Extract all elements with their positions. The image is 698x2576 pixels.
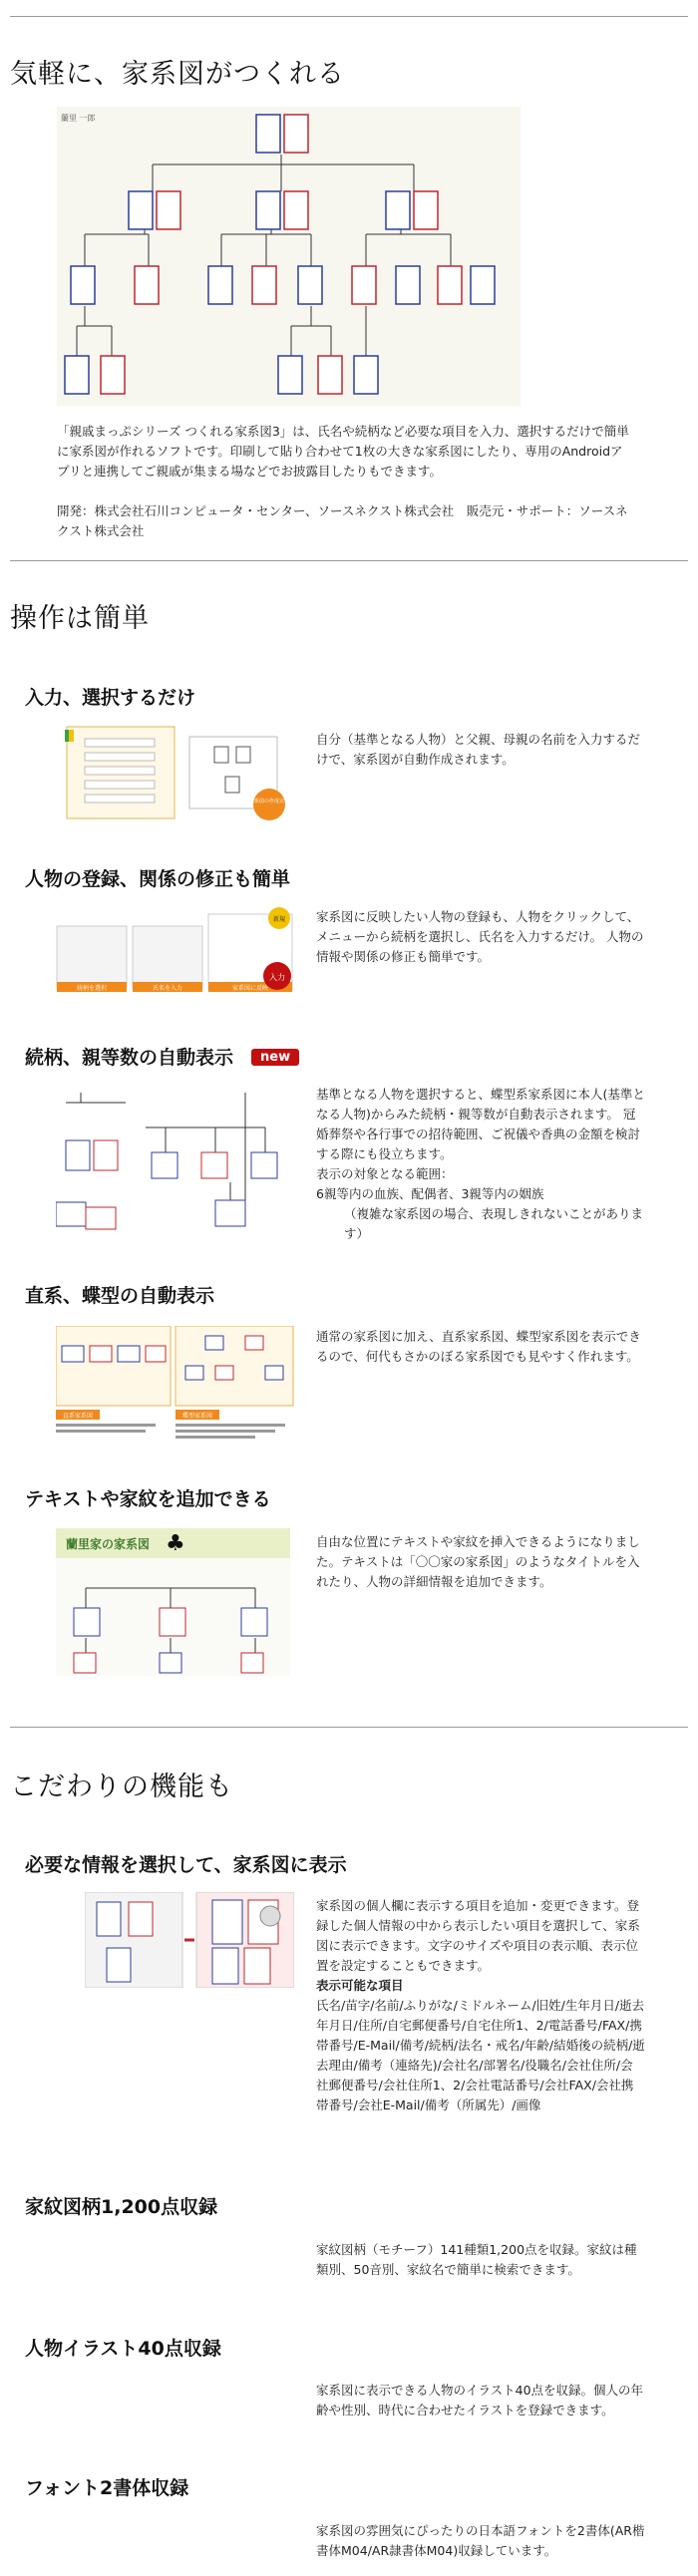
feature-heading-relationship-label: 続柄、親等数の自動表示	[25, 1047, 234, 1069]
person-box	[157, 191, 180, 229]
input-screenshot	[65, 725, 289, 821]
step-caption-2: 氏名を入力	[152, 985, 183, 992]
person-box	[101, 356, 125, 394]
person-box	[256, 115, 280, 153]
badge-new: 新規	[272, 916, 286, 923]
divider	[10, 560, 688, 561]
register-screenshot	[55, 906, 294, 1001]
person-box	[396, 266, 420, 304]
person-box	[135, 266, 159, 304]
display-items-desc: 家系図の個人欄に表示する項目を追加・変更できます。登録した個人情報の中から表示したい項目を選択して、家系図に表示できます。文字のサイズや項目の表示順、表示位置を設定することもできます。	[316, 1898, 640, 1973]
butterfly-title: 蝶型家系図	[181, 1413, 213, 1420]
person-box	[278, 356, 302, 394]
person-box	[354, 356, 378, 394]
feature-text-relationship	[316, 1085, 645, 1244]
person-box	[256, 191, 280, 229]
person-box	[284, 191, 308, 229]
title-banner: 蘭里家の家系図	[66, 1537, 151, 1551]
person-box	[298, 266, 322, 304]
new-badge: new	[251, 1049, 299, 1066]
feature-heading-display-items: 必要な情報を選択して、家系図に表示	[25, 1854, 347, 1876]
person-box	[352, 266, 376, 304]
feature-heading-crests: 家紋図柄1,200点収録	[25, 2196, 218, 2218]
step-caption-1: 続柄を選択	[76, 985, 108, 992]
feature-text-lineage: 通常の家系図に加え、直系家系図、蝶型家系図を表示できるので、何代もさかのぼる家系図でも見やすく作れます。	[316, 1329, 641, 1364]
person-box	[438, 266, 462, 304]
family-tree-chart	[57, 107, 521, 406]
person-box	[284, 115, 308, 153]
person-box	[65, 356, 89, 394]
relationship-desc: 基準となる人物を選択すると、蝶型系家系図に本人(基準となる人物)からみた続柄・親等数が自動表示されます。 冠婚葬祭や各行事での招待範囲、ご祝儀や香典の金額を検討する際にも役立ちます。	[316, 1087, 645, 1161]
section-title-simple: 操作は簡単	[10, 603, 150, 634]
feature-text-crests: 家紋図柄（モチーフ）141種類1,200点を収録。家紋は種類別、50音別、家紋名で簡単に検索できます。	[316, 2242, 637, 2277]
portrait-icon	[260, 1906, 280, 1926]
feature-text-register: 家系図に反映したい人物の登録も、人物をクリックして、メニューから続柄を選択し、氏名を入力するだけ。 人物の情報や関係の修正も簡単です。	[316, 909, 644, 964]
person-box	[414, 191, 438, 229]
person-box	[386, 191, 410, 229]
feature-heading-register: 人物の登録、関係の修正も簡単	[25, 868, 291, 890]
display-items-screenshot	[85, 1892, 294, 1988]
s1-developer: 開発：株式会社石川コンピュータ・センター、ソースネクスト株式会社 販売元・サポート：ソースネクスト株式会社	[57, 503, 628, 538]
feature-text-fonts: 家系図の雰囲気にぴったりの日本語フォントを2書体(AR楷書体M04/AR隷書体M04)収録しています。	[316, 2523, 645, 2558]
s1-description: 「親戚まっぷシリーズ つくれる家系図3」は、氏名や続柄など必要な項目を入力、選択するだけで簡単に家系図が作れるソフトです。印刷して貼り合わせて1枚の大きな家系図にしたり、専用のAndroidアプリと連携してご親戚が集まる場などでお披露目したりもできます。	[57, 424, 629, 479]
feature-heading-lineage: 直系、蝶型の自動表示	[25, 1285, 215, 1307]
section-title-easy: 気軽に、家系図がつくれる	[10, 59, 345, 90]
relationship-range: 6親等内の血族、配偶者、3親等内の姻族	[316, 1186, 544, 1201]
direct-lineage-title: 直系家系図	[62, 1413, 94, 1420]
feature-text-display-items	[316, 1896, 645, 2115]
display-items-list: 氏名/苗字/名前/ふりがな/ミドルネーム/旧姓/生年月日/逝去年月日/住所/自宅郵便番号/自宅住所1、2/電話番号/FAX/携帯番号/E-Mail/備考/続柄/法名・戒名/年齢/結婚後の続柄/逝去理由/備考（連絡先)/会社名/部署名/役職名/会社住所/会社郵便番号/会社住所1、2/会社電話番号/会社FAX/会社携帯番号/会社E-Mail/備考（所属先）/画像	[316, 1998, 645, 2112]
tree-label: 蘭里 一郎	[61, 114, 96, 123]
person-box	[252, 266, 276, 304]
feature-heading-fonts: フォント2書体収録	[25, 2477, 189, 2499]
relationship-note: （複雑な家系図の場合、表現しきれないことがあります）	[344, 1206, 644, 1241]
feature-text-input: 自分（基準となる人物）と父親、母親の名前を入力するだけで、家系図が自動作成されます。	[316, 732, 641, 767]
feature-heading-illustrations: 人物イラスト40点収録	[25, 2338, 221, 2360]
person-box	[471, 266, 495, 304]
family-crest-icon: ♣	[166, 1531, 185, 1556]
person-box	[71, 266, 95, 304]
family-tree-screenshot	[57, 107, 521, 406]
feature-heading-text-crest: テキストや家紋を追加できる	[25, 1488, 271, 1510]
person-box	[318, 356, 342, 394]
feature-text-text-crest: 自由な位置にテキストや家紋を挿入できるようになりました。テキストは「〇〇家の家系図」のようなタイトルを入れたり、人物の詳細情報を追加できます。	[316, 1534, 640, 1589]
display-items-label: 表示可能な項目	[316, 1978, 404, 1993]
completion-label: 家系図の作成完了	[248, 799, 289, 805]
person-box	[129, 191, 153, 229]
lineage-screenshot	[56, 1326, 295, 1441]
section-title-special: こだわりの機能も	[10, 1771, 233, 1802]
feature-heading-input: 入力、選択するだけ	[25, 687, 196, 709]
step-caption-3: 家系図に反映	[231, 985, 269, 992]
feature-heading-relationship	[25, 1043, 299, 1070]
text-crest-screenshot	[56, 1528, 290, 1676]
feature-text-illustrations: 家系図に表示できる人物のイラスト40点を収録。個人の年齢や性別、時代に合わせたイラストを登録できます。	[316, 2383, 644, 2417]
person-box	[208, 266, 232, 304]
relationship-range-label: 表示の対象となる範囲：	[316, 1166, 454, 1181]
badge-input: 入力	[269, 973, 285, 982]
divider	[10, 1727, 688, 1728]
divider	[10, 16, 688, 17]
relationship-screenshot	[56, 1083, 291, 1232]
